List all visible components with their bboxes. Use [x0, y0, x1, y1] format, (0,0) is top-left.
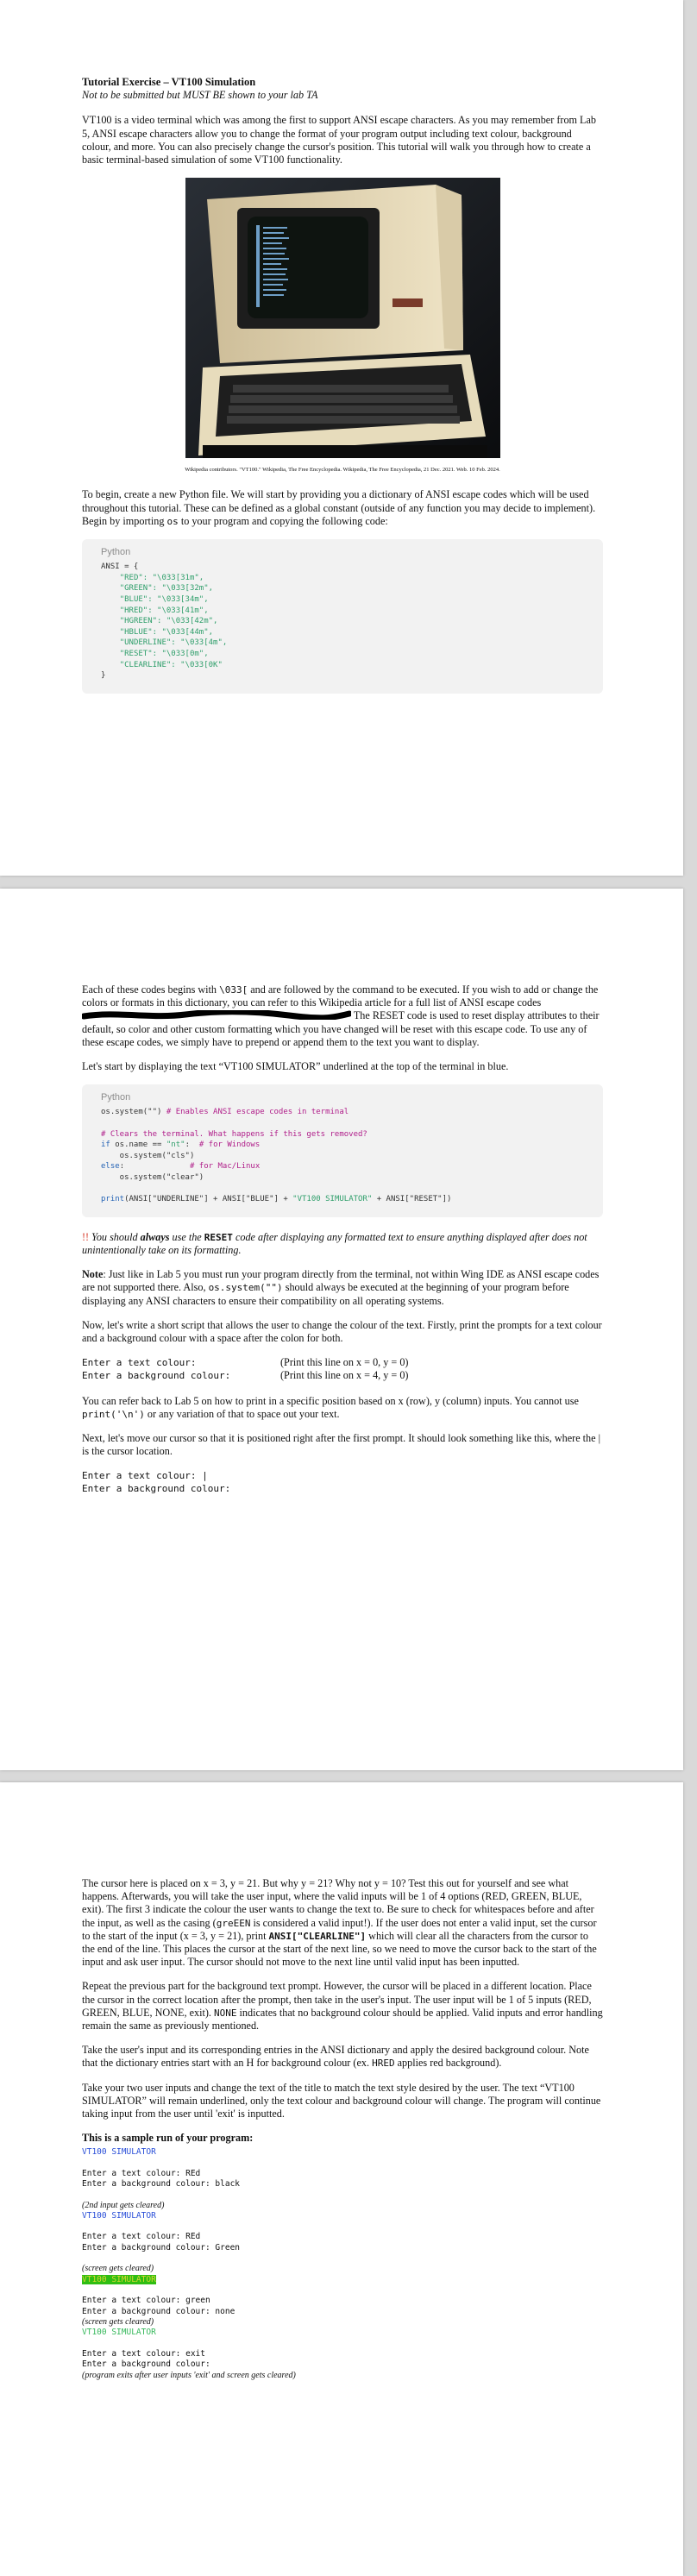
sample-run-1: Enter a text colour: REd Enter a background colour: black: [82, 2168, 241, 2190]
cursor-explanation-paragraph: The cursor here is placed on x = 3, y = 21. But why y = 21? Why not y = 10? Test this out for yourself and see what happens. Afterwards, you will take the user input, where the valid inputs will be 1 of 4 options (RED, GREEN, BLUE, exit). The first 3 indicate the colour the user wants to change the text to. Be sure to check for whitespaces before and after the input, as well as the casing (greEEN is considered a valid input!). If the user does not enter a valid input, set the cursor to the start of the input (x = 3, y = 21), print ANSI["CLEARLINE"] which will clear all the characters from the cursor to the end of the line. This places the cursor at the start of the next line, so we need to move the cursor back to the start of the input and ask user input. The cursor should not move to the next line until valid input has been inputted.: [82, 1877, 597, 1969]
background-paragraph: Repeat the previous part for the background text prompt. However, the cursor will be placed in a different location. Place the cursor in the correct location after the prompt, then take in the user's input. The user input will be 1 of 5 inputs (RED, GREEN, BLUE, NONE, exit). NONE indicates that no background colour should be applied. Valid inputs and error handling remain the same as previously mentioned.: [82, 1980, 603, 2033]
ansi-dictionary-code-block[interactable]: [82, 539, 603, 694]
refer-paragraph: You can refer back to Lab 5 on how to print in a specific position based on x (row), y (column) inputs. You cannot use print('\n') or any variation of that to space out your text.: [82, 1394, 579, 1420]
sample-run-3: Enter a text colour: green Enter a background colour: none: [82, 2296, 235, 2316]
script-paragraph: Now, let's write a short script that allows the user to change the colour of the text. Firstly, print the prompts for a text colour and a background colour with a space after the colon for both.: [82, 1318, 602, 1344]
figure-caption: Wikipedia contributors. "VT100." Wikipedia, The Free Encyclopedia. Wikipedia, The Free Encyclopedia, 21 Dec. 2021. Web. 10 Feb. 2024.: [185, 467, 500, 474]
os-code: os: [166, 515, 179, 527]
page-2-content: [82, 983, 603, 1507]
reset-warning: !! You should always use the RESET code after displaying any formatted text to ensure anything displayed after does not unintentionally take on its formatting.: [82, 1230, 587, 1256]
sample-title-green-highlight: VT100 SIMULATOR: [82, 2274, 156, 2284]
page-1-content: [82, 76, 603, 707]
note-paragraph: Note: Just like in Lab 5 you must run your program directly from the terminal, not within Wing IDE as ANSI escape codes are not supported there. Also, os.system("") should always be executed at the beginning of your program before displaying any ANSI characters to ensure their compatibility on all operating systems.: [82, 1268, 600, 1307]
page-3-content: [82, 1877, 603, 2381]
vt100-terminal-photo: [185, 178, 500, 458]
sample-note-2: (screen gets cleared): [82, 2264, 154, 2274]
intro-paragraph: VT100 is a video terminal which was among the first to support ANSI escape characters. As you may remember from Lab 5, ANSI escape characters allow you to change the format of your program output including text colour, background colour, and more. You can also precisely change the cursor's position. This tutorial will walk you through how to create a basic terminal-based simulation of some VT100 functionality.: [82, 114, 597, 166]
prompt-row: Enter a background colour: (Print this line on x = 4, y = 0): [82, 1369, 409, 1382]
page-subtitle: Not to be submitted but MUST BE shown to your lab TA: [82, 89, 318, 102]
sample-title-green: VT100 SIMULATOR: [82, 2328, 156, 2338]
cursor-paragraph: Next, let's move our cursor so that it is positioned right after the first prompt. It should look something like this, where the | is the cursor location.: [82, 1432, 601, 1458]
sample-title-blue: VT100 SIMULATOR: [82, 2147, 156, 2158]
sample-run-4: Enter a text colour: exit Enter a background colour:: [82, 2348, 210, 2370]
redacted-link-scribble: [82, 1010, 351, 1020]
ansi-code: ANSI = { "RED": "\033[31m", "GREEN": "\033[32m", "BLUE": "\033[34m", "HRED": "\033[41m", "HGREEN": "\033[42m", "HBLUE": "\033[44m", "UNDERLINE": "\033[4m", "RESET": "\033[0m", "CLEARLINE": "\033[0K" }: [101, 562, 228, 681]
title-code-block[interactable]: [82, 1084, 603, 1217]
sample-run: [82, 2147, 603, 2381]
code-language-label: Python: [101, 1092, 131, 1103]
prompt-rows: [82, 1356, 603, 1382]
title-code: os.system("") # Enables ANSI escape codes in terminal # Clears the terminal. What happens if this gets removed? if os.name == "nt": # for Windows os.system("cls") else: # for Mac/Linux os.system("clear") print(ANSI["UNDERLINE"] + ANSI["BLUE"] + "VT100 SIMULATOR" + ANSI["RESET"]): [101, 1108, 452, 1204]
page-1: [0, 0, 683, 876]
page-3: [0, 1782, 683, 2576]
sample-title-blue: VT100 SIMULATOR: [82, 2211, 156, 2221]
page-2: [0, 889, 683, 1770]
sample-note-1: (2nd input gets cleared): [82, 2200, 165, 2210]
apply-paragraph: Take the user's input and its corresponding entries in the ANSI dictionary and apply the desired background colour. Note that the dictionary entries start with an H for background colour (ex. HRED applies red background).: [82, 2044, 589, 2070]
sample-run-title: This is a sample run of your program:: [82, 2132, 254, 2145]
sample-run-2: Enter a text colour: REd Enter a background colour: Green: [82, 2232, 241, 2252]
prompt-row: Enter a text colour: (Print this line on x = 0, y = 0): [82, 1356, 409, 1369]
code-language-label: Python: [101, 547, 131, 558]
page-title: Tutorial Exercise – VT100 Simulation: [82, 76, 256, 88]
begin-paragraph: To begin, create a new Python file. We will start by providing you a dictionary of ANSI escape codes which will be used throughout this tutorial. These can be defined as a global constant (outside of any function you may decide to implement). Begin by importing os to your program and copying the following code:: [82, 488, 596, 527]
loop-paragraph: Take your two user inputs and change the text of the title to match the text style desired by the user. The text “VT100 SIMULATOR” will remain underlined, only the text colour and background colour will change. The program will continue taking input from the user until 'exit' is inputted.: [82, 2081, 601, 2120]
cursor-demo: Enter a text colour: | Enter a background colour:: [82, 1470, 231, 1495]
escape-codes-paragraph: Each of these codes begins with \033[ and are followed by the command to be executed. If you wish to add or change the colors or formats in this dictionary, you can refer to this Wikipedia article for a full list of ANSI escape codes The RESET code is used to reset display attributes to their default, so color and other custom formatting which you have changed will be reset with this escape code. To use any of these escape codes, we simply have to prepend or append them to the text you want to display.: [82, 983, 600, 1048]
start-paragraph: Let's start by displaying the text “VT100 SIMULATOR” underlined at the top of the terminal in blue.: [82, 1060, 509, 1073]
sample-note-4: (program exits after user inputs 'exit' and screen gets cleared): [82, 2370, 296, 2380]
escape-prefix-code: \033[: [219, 984, 248, 996]
sample-note-3: (screen gets cleared): [82, 2316, 154, 2327]
